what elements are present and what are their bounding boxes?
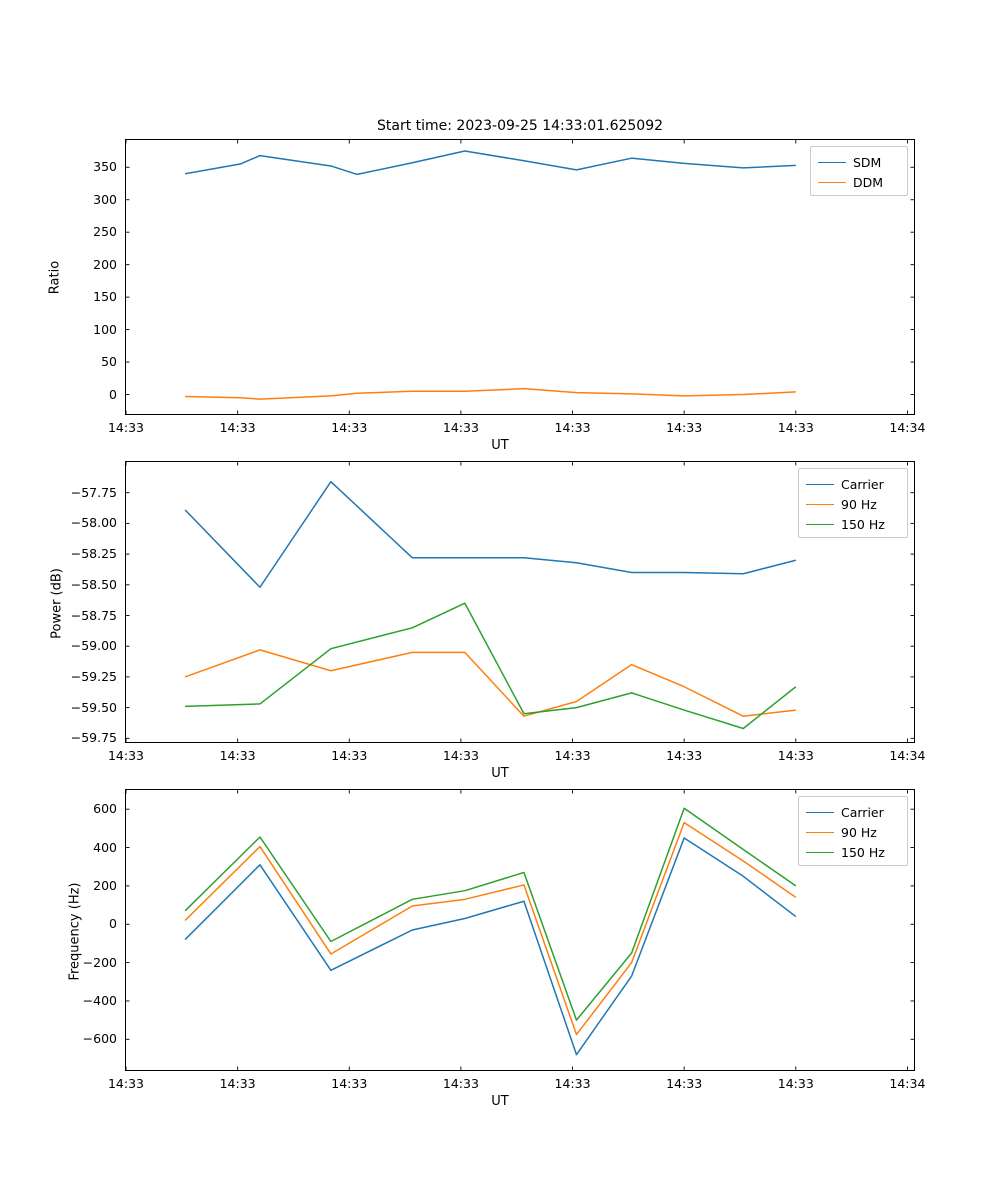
y-tick-label: 400 (93, 839, 117, 855)
y-tick-label: −58.25 (70, 546, 117, 562)
x-tick-label: 14:33 (219, 1076, 256, 1091)
x-tick-label: 14:33 (442, 1076, 479, 1091)
y-tick-label: −58.75 (70, 607, 117, 623)
x-tick-label: 14:33 (777, 748, 814, 763)
y-tick-label: 150 (93, 289, 117, 305)
y-tick-label: 600 (93, 801, 117, 817)
legend-swatch-carrier (806, 484, 834, 485)
legend-label-ddm: DDM (853, 174, 884, 190)
y-tick-label: −57.75 (70, 484, 117, 500)
x-tick-label: 14:33 (442, 420, 479, 435)
y-tick-label: 350 (93, 159, 117, 175)
legend-item-150hz[interactable] (806, 514, 900, 534)
x-tick-label: 14:33 (219, 420, 256, 435)
series-line (185, 650, 796, 716)
legend-frequency[interactable] (798, 796, 908, 866)
legend-label-sdm: SDM (853, 154, 882, 170)
legend-swatch-150hz (806, 524, 834, 525)
y-tick-label: −59.50 (70, 699, 117, 715)
x-axis-label-ut-frequency: UT (491, 1094, 509, 1109)
x-tick-label: 14:33 (554, 420, 591, 435)
axes-frequency (125, 789, 915, 1071)
x-tick-label: 14:33 (554, 748, 591, 763)
series-line (185, 482, 796, 588)
axes-power (125, 461, 915, 743)
y-tick-label: 100 (93, 321, 117, 337)
legend-swatch-90hz (806, 504, 834, 505)
x-tick-label: 14:34 (889, 420, 926, 435)
legend-swatch-90hz-freq (806, 832, 834, 833)
y-tick-label: −59.00 (70, 638, 117, 654)
x-tick-label: 14:33 (777, 1076, 814, 1091)
x-tick-label: 14:33 (666, 420, 703, 435)
y-tick-label: −58.00 (70, 515, 117, 531)
x-tick-label: 14:33 (554, 1076, 591, 1091)
series-line (185, 603, 796, 728)
legend-swatch-150hz-freq (806, 852, 834, 853)
legend-label-90hz-freq: 90 Hz (841, 824, 877, 840)
y-tick-label: 200 (93, 877, 117, 893)
series-line (185, 838, 796, 1055)
x-tick-label: 14:33 (777, 420, 814, 435)
x-tick-label: 14:33 (331, 1076, 368, 1091)
y-axis-label-frequency: Frequency (Hz) (67, 882, 83, 981)
legend-label-90hz: 90 Hz (841, 496, 877, 512)
y-tick-label: −59.75 (70, 730, 117, 746)
legend-item-90hz-freq[interactable] (806, 822, 900, 842)
x-tick-label: 14:34 (889, 1076, 926, 1091)
y-tick-label: −600 (82, 1031, 117, 1047)
figure-title: Start time: 2023-09-25 14:33:01.625092 (376, 118, 664, 134)
legend-power[interactable] (798, 468, 908, 538)
x-tick-label: 14:33 (107, 1076, 145, 1091)
y-tick-label: −59.25 (70, 668, 117, 684)
x-tick-label: 14:33 (666, 1076, 703, 1091)
legend-label-150hz: 150 Hz (841, 516, 885, 532)
legend-swatch-carrier-freq (806, 812, 834, 813)
y-axis-label-power: Power (dB) (49, 568, 65, 639)
y-tick-label: −58.50 (70, 576, 117, 592)
y-tick-label: −200 (82, 954, 117, 970)
x-tick-label: 14:33 (219, 748, 256, 763)
x-tick-label: 14:33 (666, 748, 703, 763)
legend-item-150hz-freq[interactable] (806, 842, 900, 862)
legend-item-carrier-freq[interactable] (806, 802, 900, 822)
x-tick-label: 14:33 (107, 420, 145, 435)
y-tick-label: 0 (109, 916, 117, 932)
x-axis-label-ut-power: UT (491, 766, 509, 781)
y-axis-label-ratio: Ratio (47, 260, 63, 295)
y-tick-label: 0 (109, 386, 117, 402)
x-tick-label: 14:33 (331, 420, 368, 435)
x-axis-label-ut: UT (491, 438, 509, 453)
series-line (185, 823, 796, 1035)
plot-lines-power (126, 462, 914, 742)
legend-label-150hz-freq: 150 Hz (841, 844, 885, 860)
legend-label-carrier: Carrier (841, 476, 884, 492)
legend-label-carrier-freq: Carrier (841, 804, 884, 820)
y-tick-label: 300 (93, 191, 117, 207)
y-tick-label: 250 (93, 224, 117, 240)
legend-item-90hz[interactable] (806, 494, 900, 514)
x-tick-label: 14:33 (442, 748, 479, 763)
y-tick-label: 50 (101, 354, 117, 370)
x-tick-label: 14:33 (331, 748, 368, 763)
x-tick-label: 14:34 (889, 748, 926, 763)
y-tick-label: −400 (82, 992, 117, 1008)
y-tick-label: 200 (93, 256, 117, 272)
plot-lines-frequency (126, 790, 914, 1070)
x-tick-label: 14:33 (107, 748, 145, 763)
series-line (185, 808, 796, 1020)
legend-item-carrier[interactable] (806, 474, 900, 494)
